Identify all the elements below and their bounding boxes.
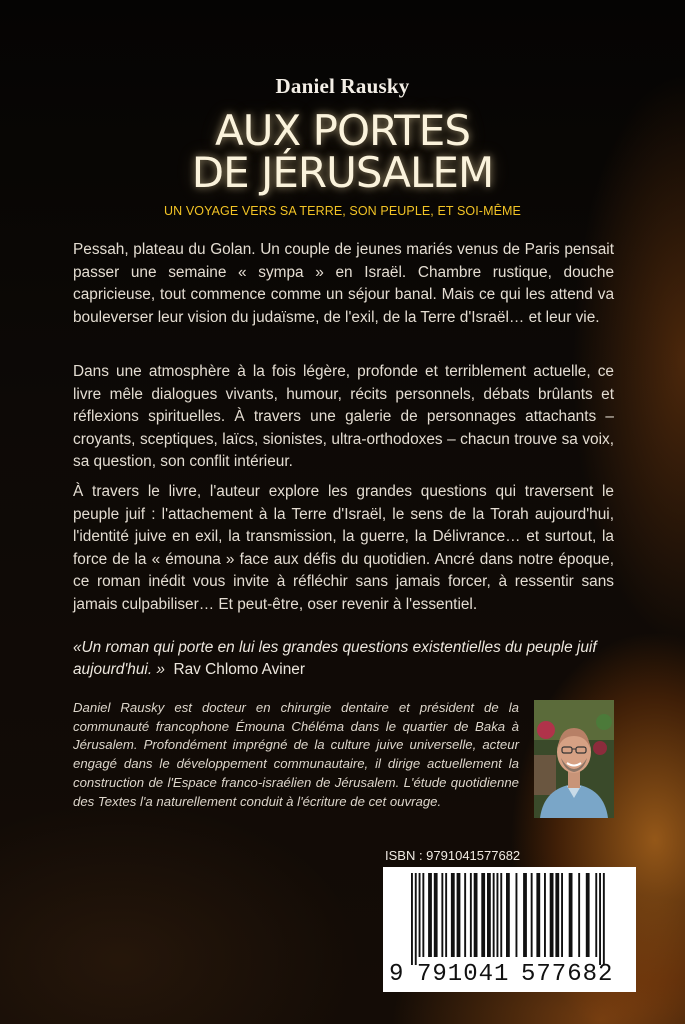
barcode-bar: [555, 873, 559, 957]
barcode-bar: [544, 873, 546, 957]
barcode-bar: [531, 873, 533, 957]
author-name: Daniel Rausky: [275, 74, 410, 98]
barcode-bar: [464, 873, 466, 957]
author-bio: [73, 699, 519, 811]
barcode-bar: [451, 873, 455, 957]
synopsis-paragraph-3: À travers le livre, l'auteur explore les grandes questions qui traversent le peuple juif : l'attachement à la Terre d'Israël, le sens de la Torah aujourd'hui, l'identité juive en exil, la transmission, la guerre, la Délivrance… et surtout, la force de la « émouna » face aux défis du quotidien. Ancré dans notre époque, ce roman inédit vous invite à réfléchir sans jamais forcer, à ressentir sans jamais culpabiliser… Et peut-être, oser revenir à l'essentiel.: [73, 483, 614, 613]
barcode-bar: [561, 873, 563, 957]
barcode-bar: [428, 873, 432, 957]
barcode-bar: [434, 873, 438, 957]
barcode-bar: [586, 873, 590, 957]
barcode-bar: [457, 873, 461, 957]
barcode-bar: [415, 873, 417, 965]
barcode-bar: [550, 873, 554, 957]
barcode-bar: [497, 873, 499, 957]
barcode-bar: [603, 873, 605, 965]
book-title-line-2: DE JÉRUSALEM: [191, 148, 494, 197]
barcode-bar: [419, 873, 421, 957]
barcode-bar: [487, 873, 491, 957]
barcode-bar: [445, 873, 447, 957]
barcode-bar: [506, 873, 510, 957]
barcode-bar: [536, 873, 540, 957]
isbn-label: ISBN : 9791041577682: [385, 848, 521, 863]
quote-text: «Un roman qui porte en lui les grandes questions existentielles du peuple juif aujourd'hui. »: [73, 639, 597, 678]
bio-text: est docteur en chirurgie dentaire et président de la communauté francophone Émouna Chéléma dans le quartier de Baka à Jérusalem. Profondément imprégné de la culture juive universelle, acteur engagé dans le développement communautaire, il dirige actuellement la construction de l'Espace franco-israélien de Jérusalem. L'étude quotidienne des Textes l'a naturellement conduit à l'écriture de cet ouvrage.: [73, 700, 519, 809]
barcode-digits-right: 577682: [521, 961, 614, 988]
barcode-bar: [599, 873, 601, 965]
synopsis-paragraph-2: Dans une atmosphère à la fois légère, profonde et terriblement actuelle, ce livre mêle dialogues vivants, humour, récits personnels, débats brûlants et réflexions spirituelles. À travers une galerie de personnages attachants – croyants, sceptiques, laïcs, sionistes, ultra-orthodoxes – chacun trouve sa voix, sa question, son conflit intérieur.: [73, 363, 614, 471]
author-portrait-image: [534, 700, 614, 818]
barcode-digit-first: 9: [389, 961, 404, 988]
barcode-bar: [500, 873, 502, 957]
barcode-digits: [383, 961, 636, 989]
bio-author-name: Daniel Rausky: [73, 700, 165, 715]
barcode-bar: [516, 873, 518, 957]
barcode-bar: [569, 873, 573, 957]
barcode-bar: [422, 873, 424, 957]
barcode: [383, 867, 636, 992]
author-photo: [534, 700, 614, 818]
barcode-bar: [441, 873, 443, 957]
barcode-bar: [470, 873, 472, 957]
synopsis-paragraph-1: Pessah, plateau du Golan. Un couple de jeunes mariés venus de Paris pensait passer une semaine « sympa » en Israël. Chambre rustique, douche capricieuse, tout commence comme un séjour banal. Mais ce qui les attend va bouleverser leur vision du judaïsme, de l'exil, de la Terre d'Israël… et leur vie.: [73, 241, 614, 326]
barcode-bar: [474, 873, 478, 957]
barcode-digits-left: 791041: [417, 961, 510, 988]
book-title-line-1: AUX PORTES: [215, 106, 470, 155]
barcode-bar: [493, 873, 495, 957]
barcode-bar: [481, 873, 485, 957]
barcode-bar: [578, 873, 580, 957]
book-subtitle: UN VOYAGE VERS SA TERRE, SON PEUPLE, ET SOI-MÊME: [164, 204, 521, 218]
endorsement-quote: [73, 637, 623, 681]
barcode-bar: [523, 873, 527, 957]
quote-attribution: Rav Chlomo Aviner: [173, 661, 305, 678]
barcode-bar: [595, 873, 597, 957]
barcode-bar: [411, 873, 413, 965]
barcode-bars: [393, 873, 626, 965]
